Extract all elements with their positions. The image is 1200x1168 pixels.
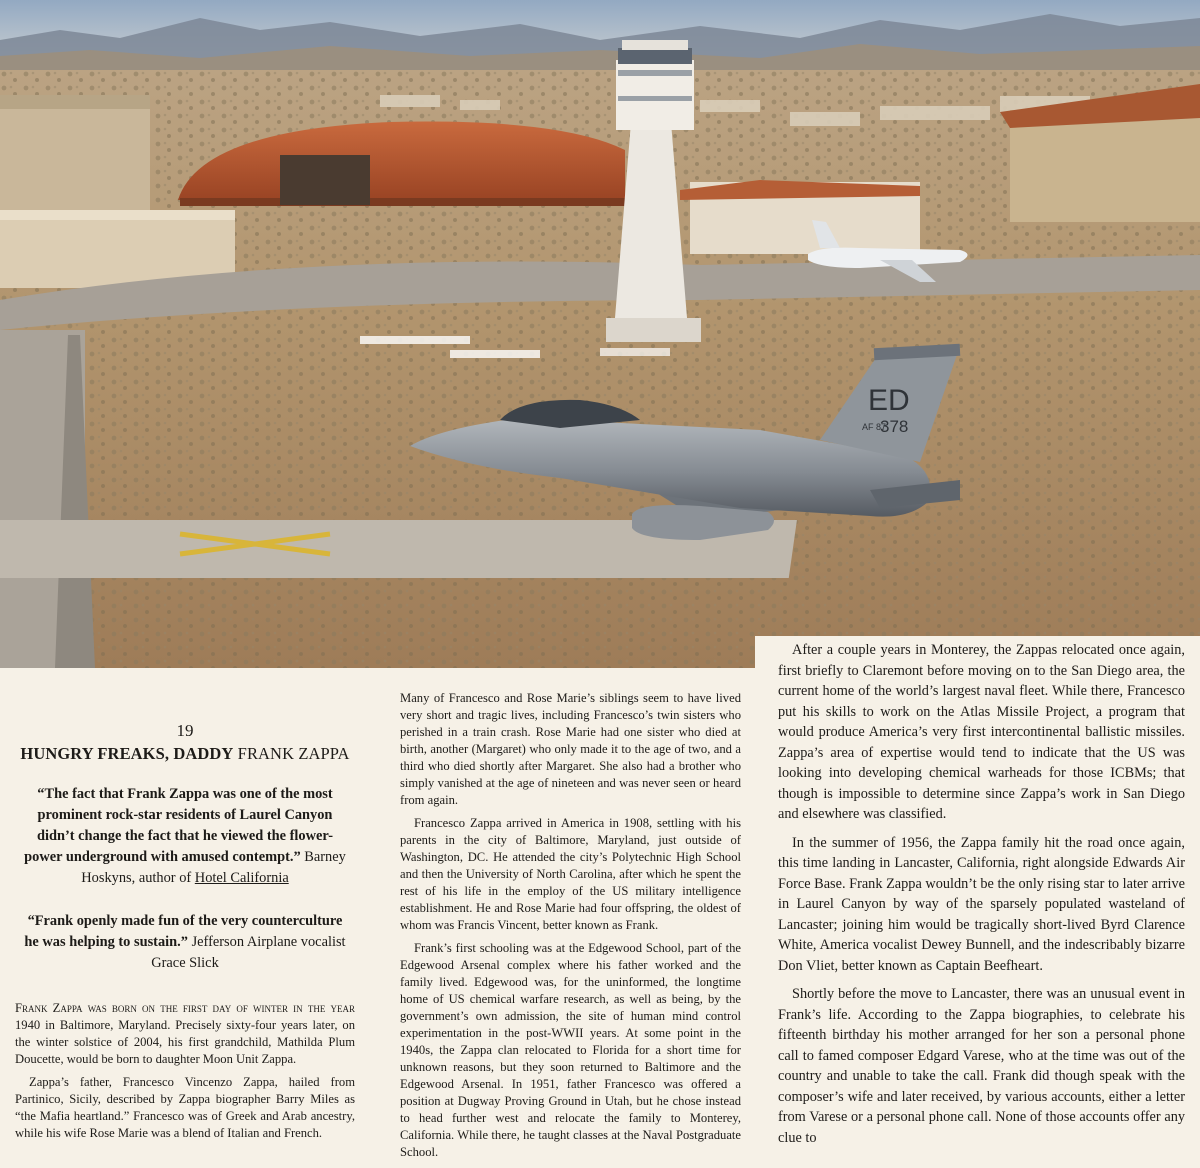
lead-in-small-caps: Frank Zappa was born on the first day of winter in the year	[15, 1001, 355, 1015]
chapter-number: 19	[176, 721, 194, 740]
paragraph-text: 1940 in Baltimore, Maryland. Precisely sixty-four years later, on the winter solstice of 2004, his first grandchild, Mathilda Plum Doucette, would be born to daughter Moon Unit Zappa.	[15, 1018, 355, 1066]
tail-code-text: ED	[868, 384, 910, 417]
quote-1-attribution: Barney Hoskyns, author of	[81, 849, 346, 886]
column-1-body	[15, 1000, 355, 1142]
column-1	[15, 700, 355, 1148]
tail-number-text: 378	[880, 417, 909, 436]
chapter-title-bold: HUNGRY FREAKS, DADDY	[20, 744, 234, 763]
quote-2-text: “Frank openly made fun of the very counterculture he was helping to sustain.”	[24, 913, 343, 950]
paragraph: Francesco Zappa arrived in America in 1908, settling with his parents in the city of Baltimore, Maryland, just outside of Washington, DC. He attended the city’s Polytechnic High School and then the University of North Carolina, after which he spent the rest of his life in the employ of the US military intelligence establishment. He and Rose Marie had four offspring, the oldest of whom was Francis Vincent, better known as Frank.	[400, 816, 741, 932]
paragraph: After a couple years in Monterey, the Zappas relocated once again, first briefly to Claremont before moving on to the San Diego area, the current home of the world’s largest naval fleet. While there, Francesco put his skills to work on the Atlas Missile Project, a program that would produce America’s very first intercontinental ballistic missiles. Zappa’s area of expertise would tend to indicate that the US was looking into developing chemical warheads for those ICBMs; that though is impossible to determine since Zappa’s work in San Diego and elsewhere was classified.	[778, 642, 1185, 822]
epigraph-quote-2	[19, 911, 351, 974]
column-2	[400, 690, 741, 1167]
epigraph-quote-1	[19, 784, 351, 889]
quote-1-text: “The fact that Frank Zappa was one of the most prominent rock-star residents of Laurel Canyon didn’t change the fact that he viewed the flower-power underground with amused contempt.”	[24, 786, 334, 865]
chapter-title-author: FRANK ZAPPA	[233, 744, 350, 763]
column-3	[755, 636, 1200, 1168]
paragraph: Many of Francesco and Rose Marie’s siblings seem to have lived very short and tragic lives, including Francesco’s twin sisters who perished in a train crash. Rose Marie had one sister who died at birth, another (Margaret) who only made it to the age of two, and a third who died shortly after Margaret. She also had a brother who simply vanished at the age of nineteen and was never seen or heard from again.	[400, 691, 741, 807]
chapter-title	[15, 745, 355, 762]
paragraph	[15, 1000, 355, 1068]
paragraph: In the summer of 1956, the Zappa family hit the road once again, this time landing in Lancaster, California, right alongside Edwards Air Force Base. Frank Zappa wouldn’t be the only rising star to later arrive in Laurel Canyon by way of the sparsely populated wasteland of Lancaster; joining him would be tragically short-lived Byrd Clarence White, America vocalist Dewey Bunnell, and the indescribably bizarre Don Vliet, better known as Captain Beefheart.	[778, 834, 1185, 974]
paragraph: Zappa’s father, Francesco Vincenzo Zappa, hailed from Partinico, Sicily, described by Zappa biographer Barry Miles as “the Mafia heartland.” Francesco was of Greek and Arab ancestry, while his wife Rose Marie was a blend of Italian and French.	[15, 1075, 355, 1140]
quote-1-source: Hotel California	[194, 870, 289, 886]
paragraph: Frank’s first schooling was at the Edgewood School, part of the Edgewood Arsenal complex where his father worked and the family lived. Edgewood was, for the uninformed, the longtime home of US chemical warfare research, as well as being, by the government’s own admission, the site of human mind control experimentation in the post-WWII years. At some point in the 1940s, the Zappa clan relocated to Florida for a short time for unknown reasons, but they soon returned to Baltimore and the Edgewood Arsenal. In 1951, father Francesco was offered a position at Dugway Proving Ground in Utah, but he chose instead to head further west and relocate the family to Monterey, California. While there, he taught classes at the Naval Postgraduate School.	[400, 941, 741, 1159]
paragraph: Shortly before the move to Lancaster, there was an unusual event in Frank’s life. According to the Zappa biographies, to celebrate his fifteenth birthday his mother arranged for her son a personal phone call to famed composer Edgard Varese, who at the time was out of the country and unable to take the call. Frank did though speak with the composer’s wife and later received, by various accounts, either a letter from Varese or a personal phone call. None of those accounts offer any clue to	[778, 986, 1185, 1146]
tail-small-text: AF 87	[862, 422, 887, 432]
quote-2-attribution: Jefferson Airplane vocalist Grace Slick	[151, 934, 346, 971]
